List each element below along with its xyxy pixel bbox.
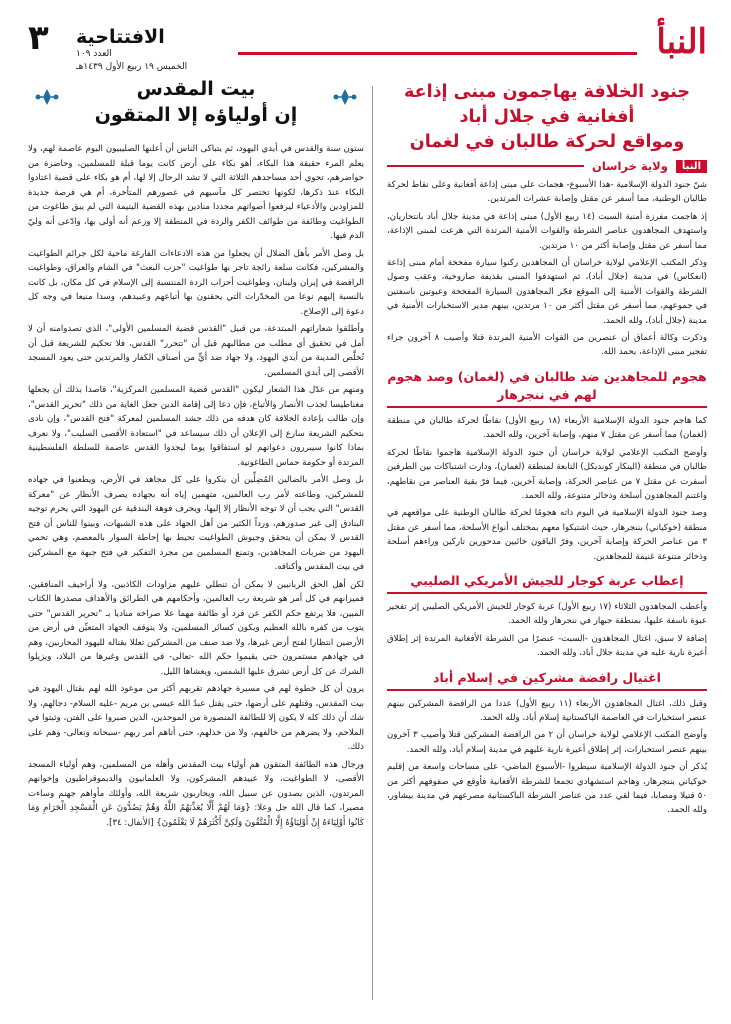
paragraph: ومنهم من عدّل هذا الشعار ليكون "القدس قضية المسلمين المركزية"، قاصدا بذلك أن يجعلها مغناطيسا لجذب الأنصار والأتباع، فإن دعا إلى إقامة الدين جعل الغاية من ذلك "تحرير القدس"، وإن طالب بإعادة الخلافة كان هدفه من ذلك حشد المسلمين لمعركة "فتح القدس"، وإن نادى بتحكيم الشريعة سارع إلى الإعلان أن ذلك سيساعد في "استعادة الأقصى السليب"، ولا نعرف بماذا كانوا سيبررون دعواتهم لو استفاقوا يوما ليجدوا القدس عاصمة للسلطة الفلسطينية المرتدة أو حكومة حماس الطاغوتية.	[28, 385, 364, 468]
province-name: ولاية خراسان	[592, 159, 668, 173]
ornament-icon	[332, 88, 358, 106]
editorial-body	[28, 142, 364, 830]
paragraph: وذكر المكتب الإعلامي لولاية خراسان أن المجاهدين ركنوا سيارة مفخخة أمام مبنى إذاعة (انعكاس) في مدينة (جلال أباد)، ثم استهدفوا المبنى بقذيفة صاروخية، وعقب وصول الشرطة والقوات الأمنية إلى الموقع فجّر المجاهدون السيارة المفخخة وعبوتين ناسفتين في جموعهم، مما أسفر عن مقتل أكثر من ١٠ مرتدين، بينهم مدير الاستخبارات الأمنية في مدينة (جلال أباد)، ولله الحمد.	[387, 258, 708, 326]
news-headline	[387, 80, 707, 155]
subheading: اغتيال رافضة مشركين في إسلام أباد	[387, 669, 707, 691]
paragraph: بل وصل الأمر بأهل الضلال أن يجعلوا من هذه الادعاءات الفارغة ماحية لكل جرائم الطواغيت والمشركين، فكانت سلعة رائجة تاجر بها طواغيت "حزب البعث" في الشام والعراق، وطواغيت الرافضة في إيران ولبنان، وطواغيت أحزاب الردة المنتسبة إلى الإسلام في كل مكان، بل كانت بالنسبة إليهم نوعا من المخدّرات التي يحقنون بها أتباعهم وعبيدهم، وسدا منيعا في وجه كل دعوة إلى الإصلاح.	[28, 248, 364, 317]
paragraph: يرون أن كل خطوة لهم في مسيرة جهادهم تقربهم أكثر من موعود الله لهم بقتال اليهود في بيت المقدس، وقتلهم على أرضها، حتى يقتل عبدُ الله عيسى بن مريم -عليه السلام- دجالهم، ولا شك أن ذلك كله لا يكون إلا للطائفة المنصورة من الموحدين، الذين صبروا على الفتن، وثبتوا في الملاحم، ولا يضرهم من خالفهم، ولا من خذلهم، حتى أتاهم أمر ربهم -سبحانه وتعالى- وهم على ذلك.	[28, 684, 364, 752]
paragraph: كما هاجم جنود الدولة الإسلامية الأربعاء (١٨ ربيع الأول) نقاطًا لحركة طالبان في منطقة (لغمان) مما أسفر عن مقتل ٧ منهم، وإصابة آخرين، ولله الحمد.	[387, 415, 708, 441]
paragraph: لكن أهل الحق الربانيين لا يمكن أن تنطلي عليهم مزاودات الكاذبين، ولا أراجيف المنافقين، فميزانهم في كل أمر هو شريعة رب العالمين، وأحكامهم هي الطرائق والأهداف مصدرها الكتاب المبين، فلا يرتفع حكم الكفر عن فرد أو طائفة مهما علا صراخه مناديا بـ "تحرير القدس" حتى يتوب من كفره بالله العظيم ويكون كسائر المسلمين، ولا يتوقف الجهاد المتعيِّن في أرض من الأرضين انتظارا لفتح أرض غيرها، ولا ضد صنف من المشركين تعللا بقتاله لليهود المحاربين، وهم في جهادهم مستمرون حتى يقيموا حكم الله -تعالى- في القدس وغيرها من البلاد، ويزيلوا الشرك عن كل أرض تشرق عليها الشمس، ويغشاها الليل.	[28, 579, 364, 677]
headline-line: جنود الخلافة يهاجمون مبنى إذاعة	[404, 82, 690, 102]
paragraph: وأوضح المكتب الإعلامي لولاية خراسان أن ٢ من الرافضة المشركين قتلا وأصيب ٣ آخرون بينهم عنصر استخبارات، إثر إطلاق أعيرة نارية عليهم في مدينة إسلام أباد، ولله الحمد.	[387, 730, 707, 755]
editorial-column	[28, 80, 364, 1004]
page-header	[28, 18, 707, 72]
column-divider	[372, 86, 373, 1000]
paragraph: وأطلقوا شعاراتهم المبتدعة، من قبيل "القدس قضية المسلمين الأولى"، الذي تصدوامنه أن لا أمل في تحقيق أي مطلب من مطالبهم قبل أن "تتحرر" القدس، فلا تحكيم للشريعة قبل أن تُخلَّص المدينة من أيدي اليهود، ولا جهاد ضد أيٍّ من أصناف الكفار والمرتدين حتى يعود المسجد الأقصى إلى أيدي المسلمين.	[28, 324, 364, 378]
paragraph: وقبل ذلك، اغتال المجاهدون الأربعاء (١١ ربيع الأول) عددا من الرافضة المشركين بينهم عنصر استخبارات في العاصمة الباكستانية إسلام أباد، ولله الحمد.	[387, 698, 707, 723]
province-tag	[387, 159, 707, 173]
paragraph: شنّ جنود الدولة الإسلامية -هذا الأسبوع- هجمات على مبنى إذاعة أفغانية وعلى نقاط لحركة طالبان الوطنية، مما أسفر عن مقتل وإصابة عشرات المرتدين.	[387, 180, 707, 205]
paragraph: وصد جنود الدولة الإسلامية في اليوم ذاته هجومًا لحركة طالبان الوطنية على مواقعهم في منطقة (خوكياني) بننجرهار، حيث اشتبكوا معهم بمختلف أنواع الأسلحة، مما أسفر عن مقتل ٣ من عناصر الحركة وإصابة آخرين، وفرّ الباقون خائبين مدحورين تاركين وراءهم أسلحة وذخائر متنوعة غنيمة للمجاهدين.	[387, 508, 707, 562]
subheading: إعطاب عربة كوجار للجيش الأمريكي الصليبي	[387, 572, 707, 594]
news-column	[387, 80, 707, 1004]
page-number: ٣	[28, 18, 49, 58]
issue-number: العدد ١٠٩	[76, 49, 112, 59]
paragraph: ستون سنة والقدس في أيدي اليهود، ثم يتباكى الناس أن أعلنها الصليبيون اليوم عاصمة لهم، ولا يعلم المرء حقيقة هذا البكاء، أهو بكاء على أرض كانت يوما قبلة للمسلمين، وحاضرة من حواضرهم، تحوي أحد مساجدهم الثلاثة التي لا تشد الرحال إلا لها، أم هو بكاء على قضية اعتادوا البكاء عندَ ذكرها، لكونها تختصر كل مآسيهم في عصورهم المتأخرة، أم هي فرصة جديدة للمزاودين والأدعياء ليرفعوا أصواتهم مجددا منادين بهذه القضية اليتيمة التي لم يبق طاغوت من الطواغيت وطائفة من طوائف الكفر والردة في المنطقة إلا وزعم أنه أولى بها، وادّعى أنه وليّ الدم فيها.	[28, 144, 364, 241]
section-title: الافتتاحية	[76, 26, 165, 48]
paragraph: وأوضح المكتب الإعلامي لولاية خراسان أن جنود الدولة الإسلامية هاجموا نقاطًا لحركة طالبان في منطقة (الينكار كونديكل) التابعة لمنطقة (لغمان)، ودارت اشتباكات بين الطرفين أسفرت عن مقتل ٧ من عناصر الحركة، وإصابة آخرين، فيما فرّ بقية العناصر من نقاطهم، واغتنم المجاهدون أسلحة وذخائر متنوعة، ولله الحمد.	[387, 447, 708, 501]
tag-logo: النبأ	[676, 160, 707, 173]
paragraph: إضافة لا سبق، اغتال المجاهدون -السبت- عنصرًا من الشرطة الأفغانية المرتدة إثر إطلاق أعيرة نارية عليه في مدينة جلال أباد، ولله الحمد.	[387, 633, 707, 659]
header-rule	[238, 52, 637, 55]
issue-date: الخميس ١٩ ربيع الأول ١٤٣٩هـ	[76, 62, 188, 72]
paragraph: إذ هاجمت مفرزة أمنية السبت (١٤ ربيع الأول) مبنى إذاعة في مدينة جلال أباد بانتحاريان، واستهدف المجاهدون عناصر الشرطة والقوات الأمنية المرتدة التي هرعت لمبنى الإذاعة، مما أسفر عن مقتل وإصابة أكثر من ١٠ مرتدين.	[387, 211, 707, 251]
paragraph: ورجال هذه الطائفة المتقون هم أولياء بيت المقدس وأهله من المسلمين، وهم أولياء المسجد الأقصى، لا الطواغيت، ولا عبيدهم المشركون، ولا العلمانيون والديموقراطيون وإخوانهم المرتدون، الذين يصدون عن سبيل الله، ويحاربون شريعة الله، وأولئك مأواهم جهنم وساءت مصيرا، كما قال الله جل وعلا: {وَمَا لَهُمْ أَلَّا يُعَذِّبَهُمُ اللَّهُ وَهُمْ يَصُدُّونَ عَنِ الْمَسْجِدِ الْحَرَامِ وَمَا كَانُوا أَوْلِيَاءَهُ إِنْ أَوْلِيَاؤُهُ إِلَّا الْمُتَّقُونَ وَلَكِنَّ أَكْثَرَهُمْ لَا يَعْلَمُونَ} [الأنفال: ٣٤].	[28, 759, 364, 828]
tag-rule	[387, 165, 584, 167]
paragraph: بل وصل الأمر بالضالين المُضِلِّين أن ينكروا على كل مجاهد في الأرض، ويطعنوا في جهاده للمشركين، وطاعته لأمر رب العالمين، متهمين إياه أنه بجهاده يصرف الأنظار عن "معركة القدس" التي يجب أن لا توجه الأنظار إلا إليها، ويحرف فوهة البندقية عن اليهود التي يحرم توجيه البنادق إلى غير صدورهم، ورداً الكثير من أهل الجهاد على هذه الشبهات، وبينوا للناس أن فتح القدس لا يمكن أن يتحقق وجيوش الطواغيت تحيط بها إحاطة السوار بالمعصم، وهي تحمي اليهود من ضربات المجاهدين، وتمنع المسلمين من مجرد التفكير في فتح جبهة مع المشركين في بيت المقدس وأكنافه.	[28, 475, 364, 572]
newspaper-logo: النبأ	[656, 22, 707, 62]
paragraph: يُذكر أن جنود الدولة الإسلامية سيطروا -الأسبوع الماضي- على مساحات واسعة من إقليم خوكياني بننجرهار، وهاجم استشهادي تجمعا للشرطة الأفغانية فأوقع في صفوفهم أكثر من ٥٠ قتيلا ومصابا، فيما لقي عدد من عناصر الشرطة الباكستانية مصرعهم في مدينة بيشاور، ولله الحمد.	[387, 762, 707, 816]
title-line: بيت المقدس	[136, 78, 256, 100]
paragraph: وأعطب المجاهدون الثلاثاء (١٧ ربيع الأول) عربة كوجار للجيش الأمريكي الصليبي إثر تفجير عبوة ناسفة عليها، بمنطقة جبهار في ننجرهار ولله الحمد.	[387, 601, 707, 627]
paragraph: وذكرت وكالة أعماق أن عنصرين من القوات الأمنية المرتدة قتلا وأصيب ٨ آخرون جراء تفجير مبنى الإذاعة، بحمد الله.	[387, 333, 707, 358]
title-line: إن أولياؤه إلا المتقون	[94, 104, 298, 126]
headline-line: أفغانية في جلال أباد	[459, 107, 635, 127]
headline-line: ومواقع لحركة طالبان في لغمان	[409, 132, 685, 152]
ornament-icon	[34, 88, 60, 106]
issue-block	[76, 26, 187, 74]
subheading: هجوم للمجاهدين ضد طالبان في (لغمان) وصد هجوم لهم في ننجرهار	[387, 368, 707, 408]
editorial-title	[28, 76, 364, 128]
